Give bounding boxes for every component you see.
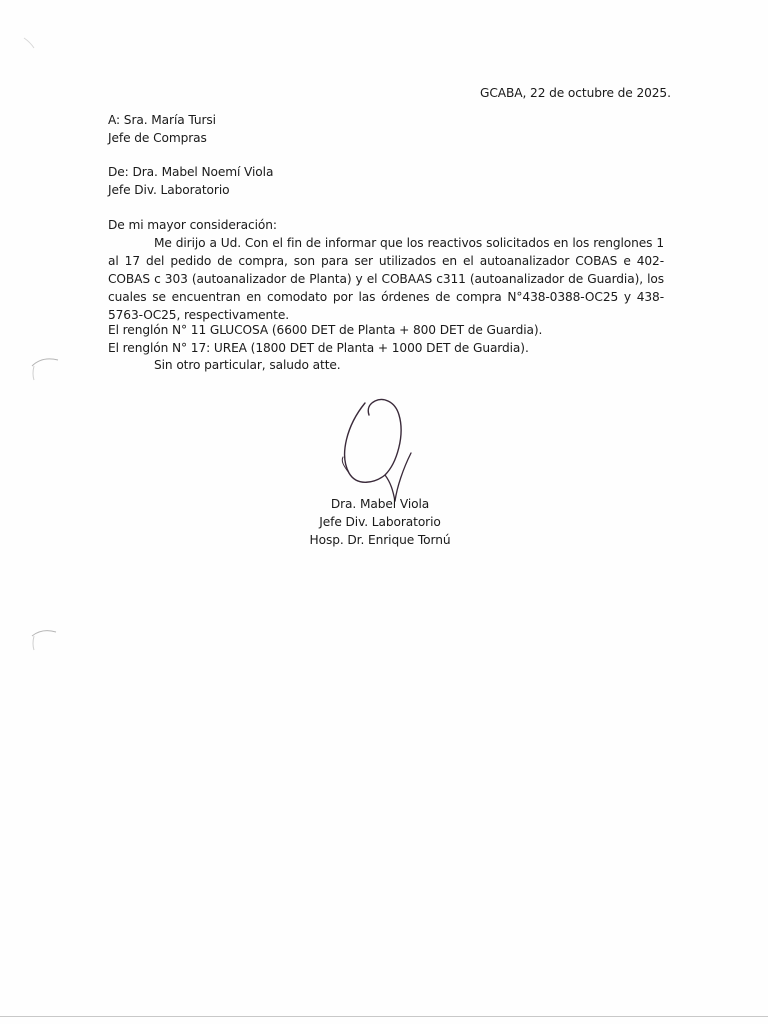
signer-role: Jefe Div. Laboratorio xyxy=(319,515,441,529)
letter-date: GCABA, 22 de octubre de 2025. xyxy=(480,86,671,100)
page-bottom-edge xyxy=(0,1016,768,1017)
recipient-role: Jefe de Compras xyxy=(108,131,207,145)
punch-mark-upper xyxy=(28,352,68,392)
signature-block xyxy=(300,495,460,549)
sender-role: Jefe Div. Laboratorio xyxy=(108,183,230,197)
greeting: De mi mayor consideración: xyxy=(108,218,277,232)
closing-line: Sin otro particular, saludo atte. xyxy=(154,358,341,372)
handwritten-signature xyxy=(335,395,425,505)
scan-mark-top xyxy=(20,30,60,70)
body-text: Me dirijo a Ud. Con el fin de informar que los reactivos solicitados en los renglones 1 al 17 del pedido de compra, son para ser utilizados en el autoanalizador COBAS e 402-COBAS c 303 (autoanalizador de Planta) y el COBAAS c311 (autoanalizador de Guardia), los cuales se encuentran en comodato por las órdenes de compra N°438-0388-OC25 y 438-5763-OC25, respectivamente. xyxy=(108,236,664,322)
signer-institution: Hosp. Dr. Enrique Tornú xyxy=(309,533,451,547)
recipient-name: A: Sra. María Tursi xyxy=(108,113,216,127)
renglon-11-line: El renglón N° 11 GLUCOSA (6600 DET de Planta + 800 DET de Guardia). xyxy=(108,323,543,337)
body-paragraph xyxy=(108,234,664,324)
punch-mark-lower xyxy=(28,624,68,664)
renglon-17-line: El renglón N° 17: UREA (1800 DET de Planta + 1000 DET de Guardia). xyxy=(108,341,529,355)
sender-name: De: Dra. Mabel Noemí Viola xyxy=(108,165,274,179)
signer-name: Dra. Mabel Viola xyxy=(330,497,430,511)
